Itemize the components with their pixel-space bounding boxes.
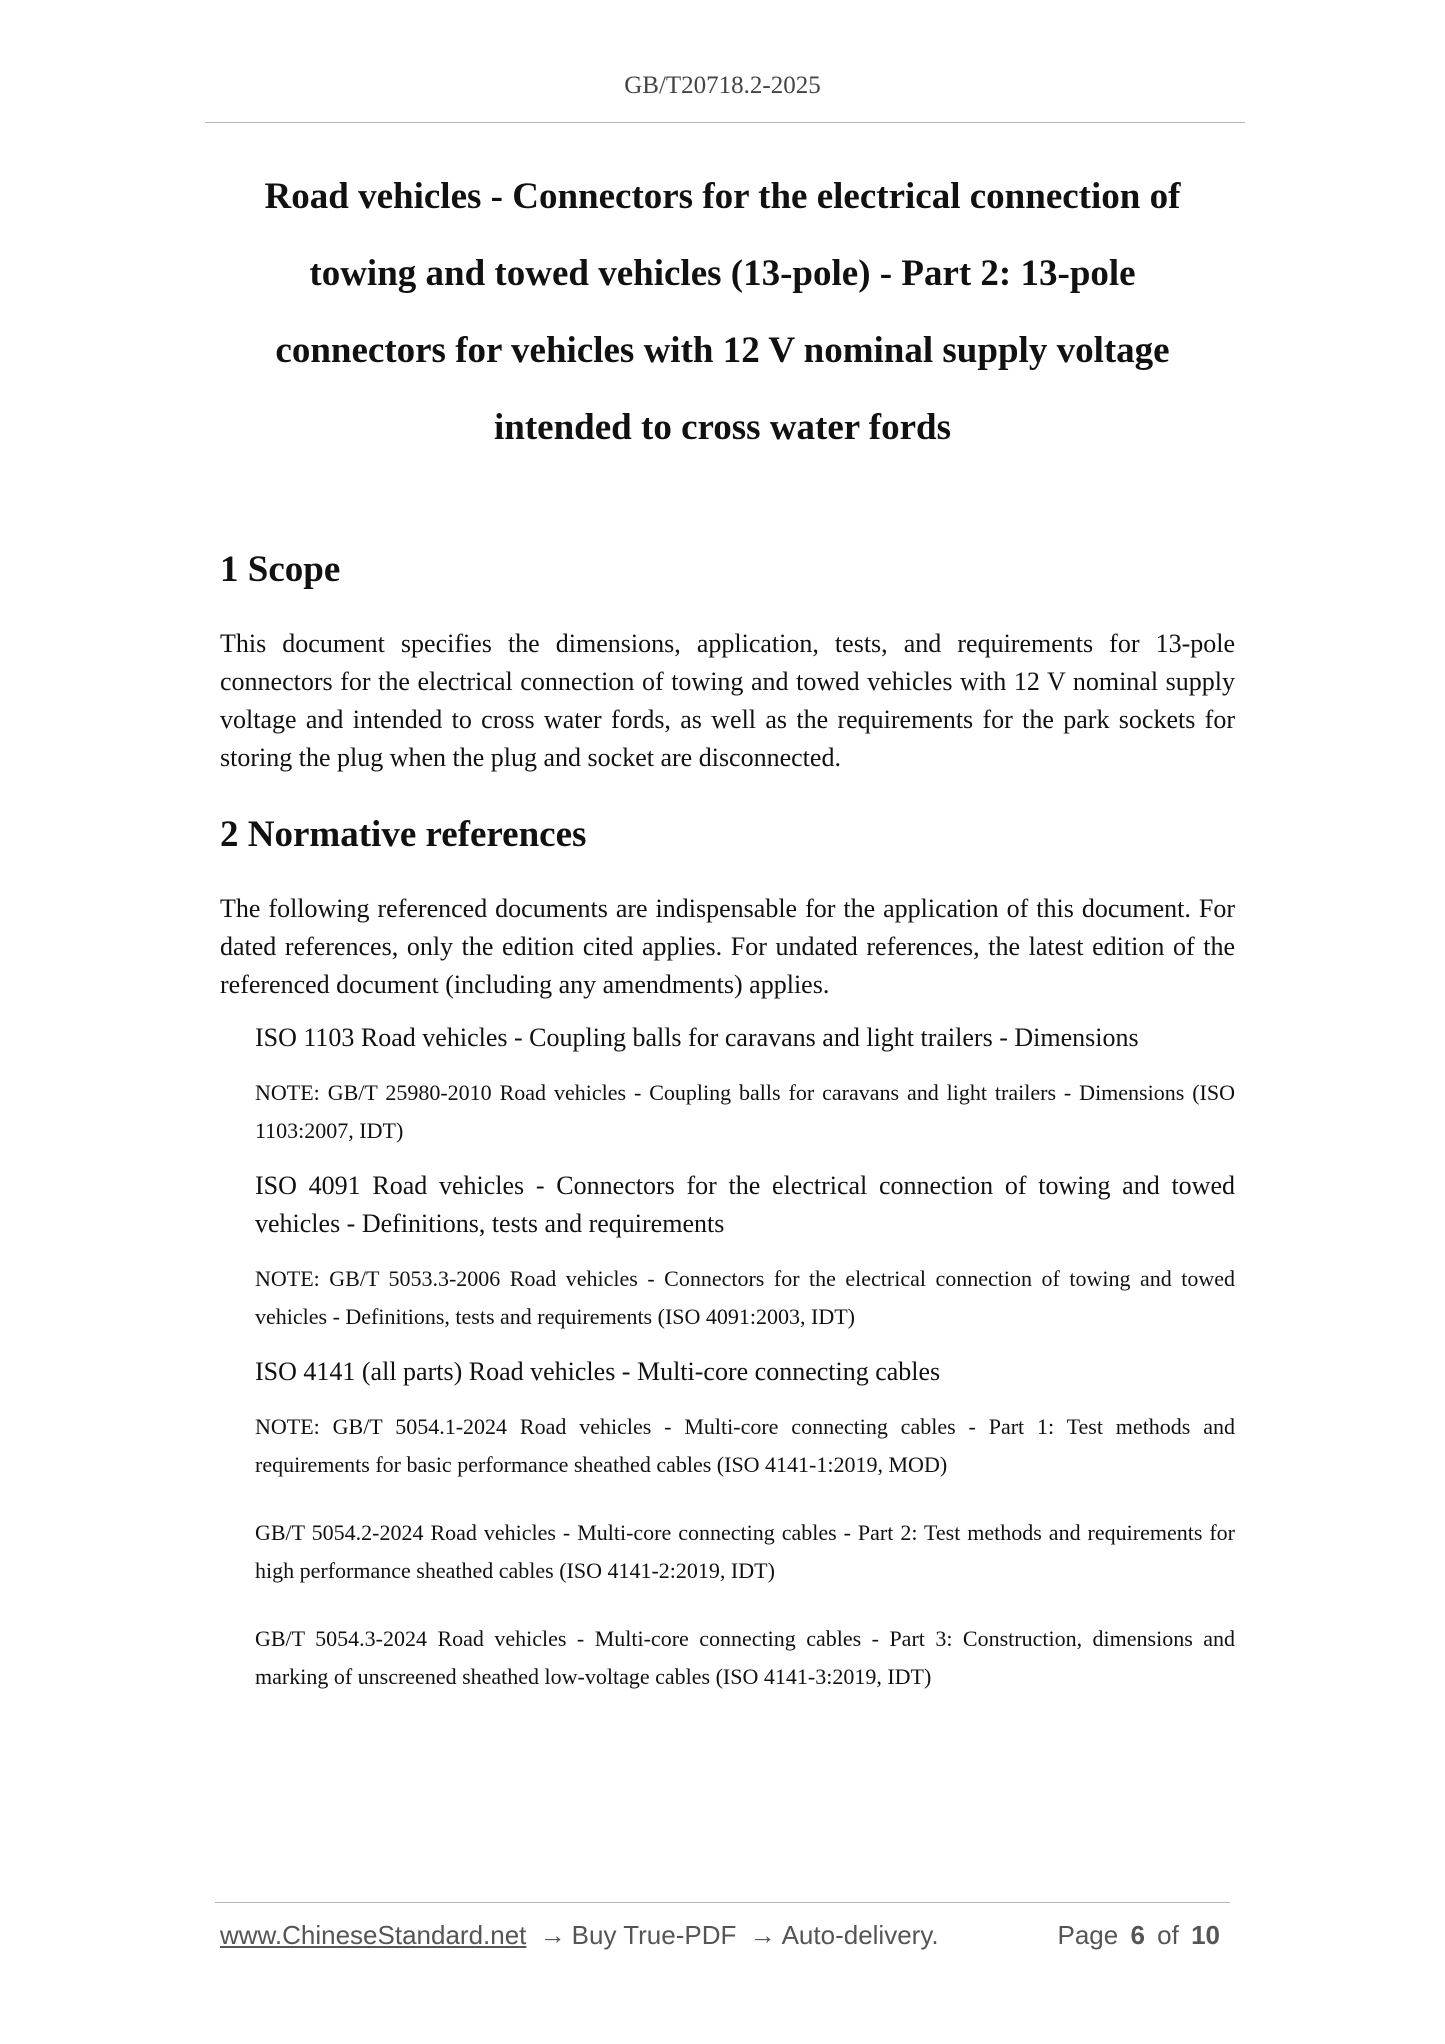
document-title: Road vehicles - Connectors for the electrical connection of towing and towed vehicles (13-pole) - Part 2: 13-pole connectors for vehicles with 12 V nominal supply voltage intended to cross water fords	[264, 176, 1181, 448]
page-of-label: of	[1157, 1920, 1179, 1950]
section-heading-normative-references: 2 Normative references	[220, 814, 587, 855]
chinesestandard-link[interactable]: www.ChineseStandard.net	[220, 1920, 527, 1950]
page-indicator	[1057, 1920, 1225, 1951]
reference-gbt-5054-3: GB/T 5054.3-2024 Road vehicles - Multi-core connecting cables - Part 3: Construction, dimensions and marking of unscreened sheathed low-voltage cables (ISO 4141-3:2019, IDT)	[255, 1626, 1235, 1689]
doc-code-header: GB/T20718.2-2025	[624, 72, 821, 99]
auto-delivery-text: Auto-delivery.	[781, 1920, 939, 1950]
footer-promo	[220, 1920, 939, 1951]
references-intro-paragraph: The following referenced documents are indispensable for the application of this document. For dated references, only the edition cited applies. For undated references, the latest edition of the referenced document (including any amendments) applies.	[220, 894, 1235, 999]
arrow-right-icon: →	[749, 1920, 776, 1950]
footer-divider	[215, 1902, 1230, 1903]
reference-note-gbt-5053-3: NOTE: GB/T 5053.3-2006 Road vehicles - Connectors for the electrical connection of towing and towed vehicles - Definitions, tests and requirements (ISO 4091:2003, IDT)	[255, 1266, 1235, 1329]
section-heading-scope: 1 Scope	[220, 549, 341, 590]
reference-iso-4141: ISO 4141 (all parts) Road vehicles - Multi-core connecting cables	[255, 1357, 941, 1386]
page-label: Page	[1057, 1920, 1119, 1950]
buy-true-pdf-text: Buy True-PDF	[571, 1920, 737, 1950]
scope-paragraph: This document specifies the dimensions, application, tests, and requirements for 13-pole connectors for the electrical connection of towing and towed vehicles with 12 V nominal supply voltage and intended to cross water fords, as well as the requirements for the park sockets for storing the plug when the plug and socket are disconnected.	[220, 629, 1235, 772]
page-total-number: 10	[1191, 1920, 1220, 1950]
reference-iso-1103: ISO 1103 Road vehicles - Coupling balls for caravans and light trailers - Dimensions	[255, 1023, 1139, 1052]
reference-note-gbt-25980: NOTE: GB/T 25980-2010 Road vehicles - Coupling balls for caravans and light trailers - Dimensions (ISO 1103:2007, IDT)	[255, 1080, 1235, 1143]
reference-gbt-5054-2: GB/T 5054.2-2024 Road vehicles - Multi-core connecting cables - Part 2: Test methods and requirements for high performance sheathed cables (ISO 4141-2:2019, IDT)	[255, 1520, 1235, 1583]
header-divider	[205, 122, 1245, 123]
arrow-right-icon: →	[539, 1920, 566, 1950]
document-body	[220, 540, 1235, 1696]
reference-iso-4091: ISO 4091 Road vehicles - Connectors for the electrical connection of towing and towed vehicles - Definitions, tests and requirements	[255, 1171, 1235, 1238]
page-current-number: 6	[1130, 1920, 1145, 1950]
reference-note-gbt-5054-1: NOTE: GB/T 5054.1-2024 Road vehicles - Multi-core connecting cables - Part 1: Test methods and requirements for basic performance sheathed cables (ISO 4141-1:2019, MOD)	[255, 1414, 1235, 1477]
